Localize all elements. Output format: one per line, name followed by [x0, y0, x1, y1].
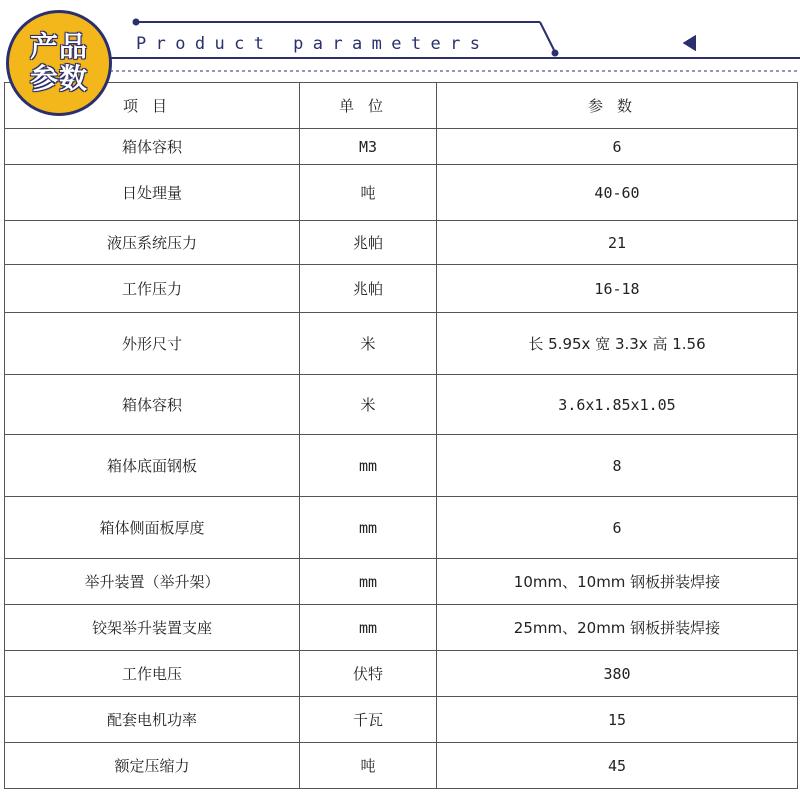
cell-unit: 米 [300, 313, 437, 375]
table-row [5, 221, 798, 265]
cell-unit: 吨 [300, 165, 437, 221]
cell-item: 箱体容积 [5, 375, 300, 435]
header-slant-line [540, 22, 555, 52]
section-header [0, 0, 800, 95]
header-dot-end [552, 50, 559, 57]
header-value: 参数 [437, 83, 798, 129]
table-row [5, 651, 798, 697]
cell-unit: 吨 [300, 743, 437, 789]
cell-item: 工作电压 [5, 651, 300, 697]
cell-item: 液压系统压力 [5, 221, 300, 265]
cell-value: 25mm、20mm 钢板拼装焊接 [437, 605, 798, 651]
cell-value: 8 [437, 435, 798, 497]
table-row [5, 375, 798, 435]
cell-unit: mm [300, 605, 437, 651]
cell-item: 工作压力 [5, 265, 300, 313]
table-row [5, 697, 798, 743]
cell-unit: 兆帕 [300, 265, 437, 313]
table-row [5, 129, 798, 165]
header-subtitle: Product parameters [136, 34, 490, 54]
cell-value: 16-18 [437, 265, 798, 313]
cell-item: 额定压缩力 [5, 743, 300, 789]
cell-unit: 千瓦 [300, 697, 437, 743]
cell-value: 21 [437, 221, 798, 265]
cell-value: 40-60 [437, 165, 798, 221]
cell-unit: M3 [300, 129, 437, 165]
cell-value: 380 [437, 651, 798, 697]
table-row [5, 435, 798, 497]
cell-unit: 伏特 [300, 651, 437, 697]
cell-item: 外形尺寸 [5, 313, 300, 375]
cell-unit: 兆帕 [300, 221, 437, 265]
cell-item: 铰架举升装置支座 [5, 605, 300, 651]
cell-value: 3.6x1.85x1.05 [437, 375, 798, 435]
cell-item: 日处理量 [5, 165, 300, 221]
header-unit: 单位 [300, 83, 437, 129]
cell-value: 长 5.95x 宽 3.3x 高 1.56 [437, 313, 798, 375]
badge-line-1: 产品 [29, 30, 88, 63]
table-row [5, 313, 798, 375]
cell-item: 举升装置（举升架） [5, 559, 300, 605]
header-item: 项目 [5, 83, 300, 129]
cell-item: 箱体容积 [5, 129, 300, 165]
table-row [5, 165, 798, 221]
cell-value: 15 [437, 697, 798, 743]
cell-item: 箱体侧面板厚度 [5, 497, 300, 559]
parameters-table [4, 82, 798, 789]
table-row [5, 265, 798, 313]
cell-value: 6 [437, 497, 798, 559]
cell-value: 45 [437, 743, 798, 789]
product-params-badge [6, 10, 112, 116]
cell-unit: mm [300, 435, 437, 497]
cell-value: 10mm、10mm 钢板拼装焊接 [437, 559, 798, 605]
table-row [5, 559, 798, 605]
cell-unit: mm [300, 559, 437, 605]
badge-line-2: 参数 [29, 62, 88, 95]
cell-value: 6 [437, 129, 798, 165]
arrow-left-icon [683, 35, 696, 51]
cell-item: 箱体底面钢板 [5, 435, 300, 497]
table-row [5, 743, 798, 789]
table-header-row [5, 83, 798, 129]
cell-unit: mm [300, 497, 437, 559]
table-row [5, 605, 798, 651]
cell-item: 配套电机功率 [5, 697, 300, 743]
cell-unit: 米 [300, 375, 437, 435]
table-row [5, 497, 798, 559]
